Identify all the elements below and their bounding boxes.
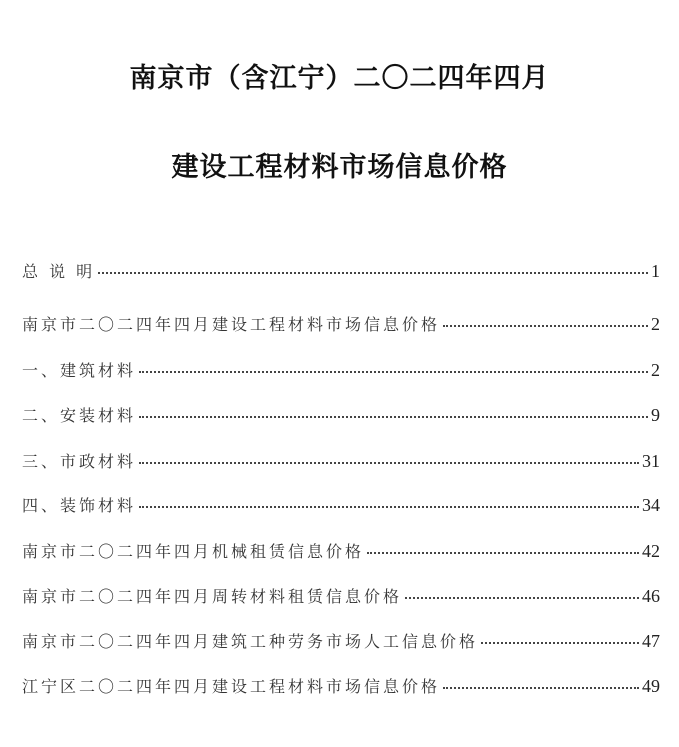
toc-entry[interactable]	[22, 539, 660, 561]
toc-page: 31	[642, 451, 660, 471]
toc-label: 南京市二〇二四年四月机械租赁信息价格	[22, 542, 365, 561]
toc-page: 46	[642, 586, 660, 606]
document-title-line1: 南京市（含江宁）二〇二四年四月	[129, 63, 550, 94]
toc-label: 南京市二〇二四年四月建设工程材料市场信息价格	[22, 315, 441, 334]
toc-label: 南京市二〇二四年四月建筑工种劳务市场人工信息价格	[22, 632, 479, 651]
dot-leader	[481, 642, 639, 644]
toc-page: 1	[651, 261, 660, 281]
toc-entry[interactable]	[22, 674, 660, 696]
dot-leader	[139, 371, 648, 373]
toc-page: 49	[642, 676, 660, 696]
toc-page: 42	[642, 541, 660, 561]
toc-label: 三、市政材料	[22, 452, 137, 471]
toc-label: 一、建筑材料	[22, 361, 137, 380]
dot-leader	[139, 506, 639, 508]
dot-leader	[139, 462, 639, 464]
dot-leader	[405, 597, 639, 599]
toc-label: 南京市二〇二四年四月周转材料租赁信息价格	[22, 587, 403, 606]
toc-entry[interactable]	[22, 629, 660, 651]
toc-page: 47	[642, 631, 660, 651]
toc-entry[interactable]	[22, 403, 660, 425]
document-title-line2: 建设工程材料市场信息价格	[171, 152, 508, 183]
dot-leader	[98, 272, 648, 274]
toc-entry[interactable]	[22, 584, 660, 606]
dot-leader	[443, 325, 648, 327]
toc-entry[interactable]	[22, 259, 660, 281]
toc-label: 四、装饰材料	[22, 496, 137, 515]
toc-entry[interactable]	[22, 358, 660, 380]
toc-label: 江宁区二〇二四年四月建设工程材料市场信息价格	[22, 677, 441, 696]
toc-page: 2	[651, 360, 660, 380]
dot-leader	[443, 687, 639, 689]
toc-page: 2	[651, 314, 660, 334]
toc-label: 二、安装材料	[22, 406, 137, 425]
toc-entry[interactable]	[22, 312, 660, 334]
toc-entry[interactable]	[22, 449, 660, 471]
dot-leader	[139, 416, 648, 418]
toc-label: 总 说 明	[22, 262, 96, 281]
toc-entry[interactable]	[22, 493, 660, 515]
toc-page: 34	[642, 495, 660, 515]
toc-page: 9	[651, 405, 660, 425]
dot-leader	[367, 552, 639, 554]
